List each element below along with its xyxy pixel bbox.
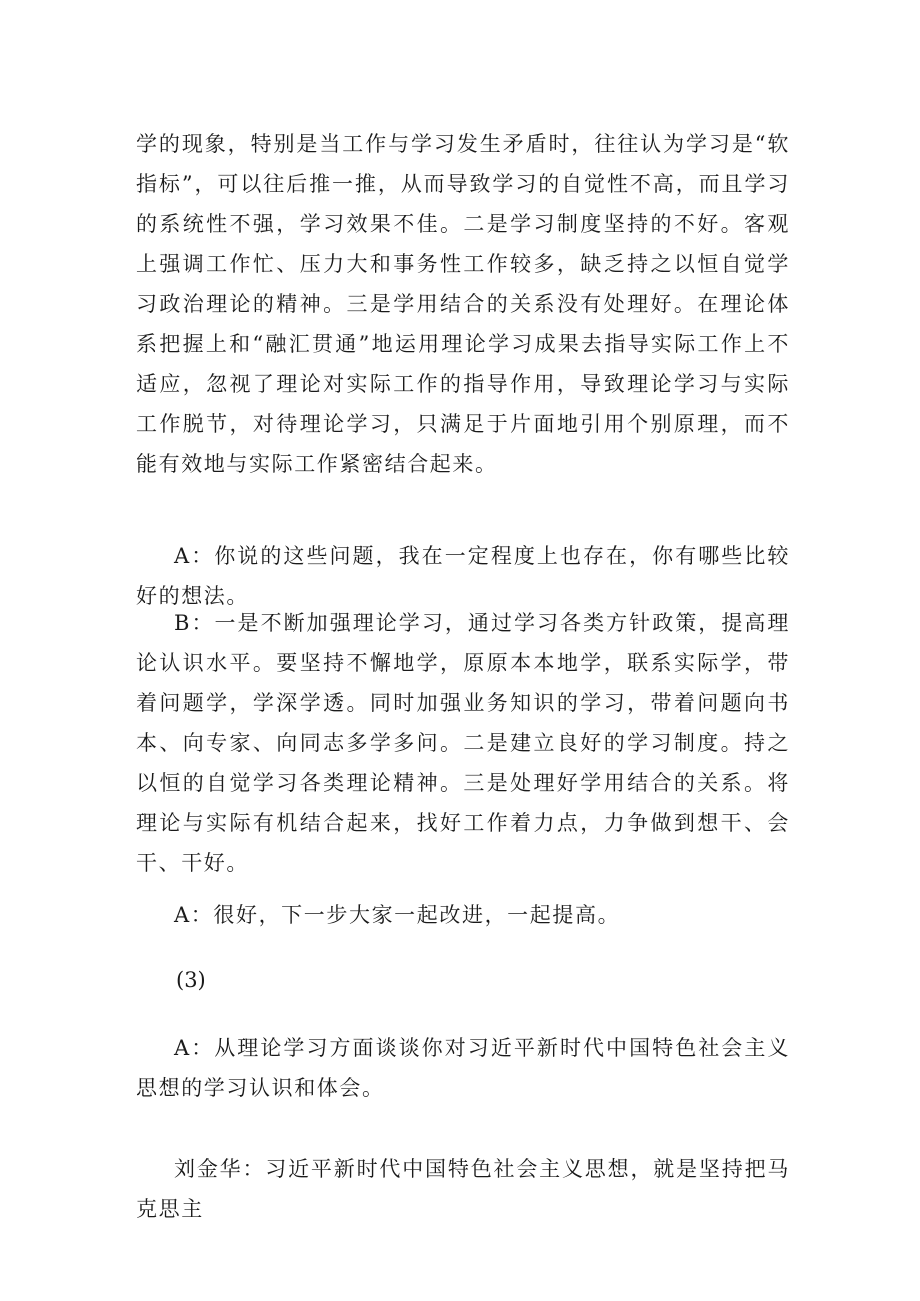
paragraph-a-response: A：你说的这些问题，我在一定程度上也存在，你有哪些比较好的想法。: [136, 544, 790, 608]
section-number: (3): [176, 968, 206, 992]
paragraph-b-ideas: B：一是不断加强理论学习，通过学习各类方针政策，提高理论认识水平。要坚持不懈地学，原原本本地学，联系实际学，带着问题学，学深学透。同时加强业务知识的学习，带着问题向书本、向专家、向同志多学多问。二是建立良好的学习制度。持之以恒的自觉学习各类理论精神。三是处理好学用结合的关系。将理论与实际有机结合起来，找好工作着力点，力争做到想干、会干、干好。: [136, 611, 790, 875]
paragraph-a-question: A：从理论学习方面谈谈你对习近平新时代中国特色社会主义思想的学习认识和体会。: [136, 1036, 790, 1100]
paragraph-a-closing: A：很好，下一步大家一起改进，一起提高。: [174, 903, 621, 927]
paragraph-continuation: 学的现象，特别是当工作与学习发生矛盾时，往往认为学习是“软指标”，可以往后推一推，从而导致学习的自觉性不高，而且学习的系统性不强，学习效果不佳。二是学习制度坚持的不好。客观上强调工作忙、压力大和事务性工作较多，缺乏持之以恒自觉学习政治理论的精神。三是学用结合的关系没有处理好。在理论体系把握上和“融汇贯通”地运用理论学习成果去指导实际工作上不适应，忽视了理论对实际工作的指导作用，导致理论学习与实际工作脱节，对待理论学习，只满足于片面地引用个别原理，而不能有效地与实际工作紧密结合起来。: [136, 132, 790, 476]
paragraph-liu-jinhua: 刘金华：习近平新时代中国特色社会主义思想，就是坚持把马克思主: [136, 1157, 790, 1221]
